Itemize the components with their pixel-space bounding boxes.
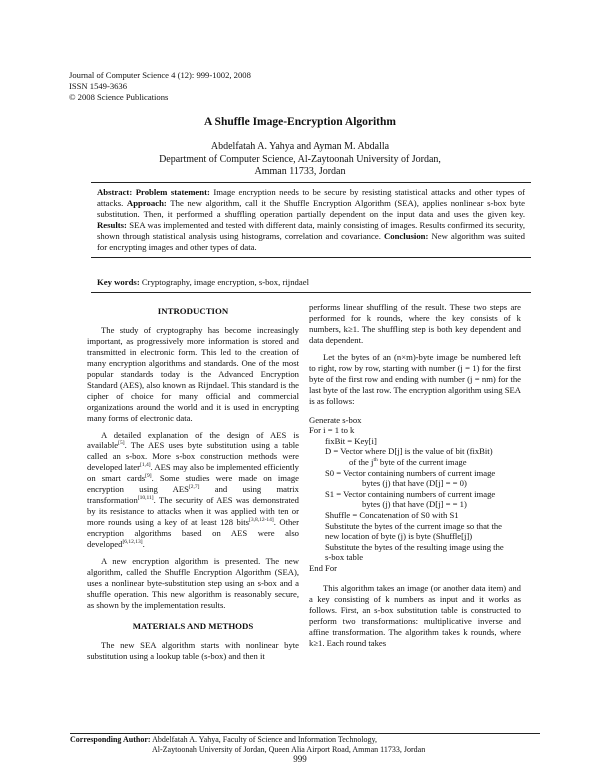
page-number: 999 xyxy=(293,754,307,764)
algo-line: End For xyxy=(309,562,338,573)
right-paragraph-3: This algorithm takes an image (or another data item) and a key consisting of k numbers as input and it works as follows. First, an s-box substitution table is constructed to perform two transformations: multiplicative inverse and affine transformation. The algorithm takes k rounds, where k≥1. Each round takes xyxy=(309,583,521,649)
results-text: SEA was implemented and tested with different data, mainly consisting of images. Results confirmed its security, shown through statistical analysis using histograms, correlation and covariance. xyxy=(97,219,526,241)
citation: [3,8,12-14] xyxy=(248,517,274,524)
algo-line: bytes (j) that have (D[j] = = 0) xyxy=(362,478,467,489)
paper-title: A Shuffle Image-Encryption Algorithm xyxy=(204,116,396,128)
keywords xyxy=(91,273,531,293)
affiliation: Department of Computer Science, Al-Zaytoonah University of Jordan, xyxy=(159,153,441,165)
corresponding-author xyxy=(70,733,540,755)
algorithm-listing xyxy=(309,415,521,574)
citation: [5] xyxy=(118,440,125,447)
citation: [1,4] xyxy=(139,462,151,469)
citation: [6,12,13] xyxy=(122,539,143,546)
intro-paragraph-2: A detailed explanation of the design of AES is available[5]. The AES uses byte substitution using a table called an s-box. More s-box construction methods were developed later[1,4]. AES may also be implemented efficiently on smart cards[9]. Some studies were made on image encryption using AES[2,7] and using matrix transformation[10,11]. The security of AES was demonstrated by its resistance to attacks when it was applied with ten or more rounds using a key of at least 128 bits[3,8,12-14]. Other encryption algorithms based on AES were also developed[6,12,13]. xyxy=(87,429,299,550)
problem-text: Image encryption needs to be secure by resisting statistical attacks and other types of attacks. xyxy=(97,187,526,208)
problem-label: Problem statement: xyxy=(135,187,210,197)
algo-line: fixBit = Key[i] xyxy=(325,435,377,446)
algo-line: Substitute the bytes of the current image so that the xyxy=(325,520,503,531)
algo-line: Substitute the bytes of the resulting image using the xyxy=(325,541,504,552)
author-names: Abdelfatah A. Yahya and Ayman M. Abdalla xyxy=(210,141,390,152)
algo-line: new location of byte (j) is byte (Shuffle[j]) xyxy=(325,531,473,542)
intro-paragraph-1: The study of cryptography has become increasingly important, as progressively more information is stored and transmitted in electronic form. This led to the creation of many encryption algorithms and standards. One of the most popular standards today is the Advanced Encryption Standard (AES), also known as Rijndael. This standard is the cipher of choice for many official and commercial organizations around the world and it is used in encrypting many forms of electronic data. xyxy=(87,324,299,423)
right-column xyxy=(309,302,521,655)
keywords-label: Key words: xyxy=(97,277,140,287)
intro-paragraph-3: A new encryption algorithm is presented. The new algorithm, called the Shuffle Encryption Algorithm (SEA), uses a nonlinear byte-substitution step using an s-box and a shuffle operation. This new algorithm is reasonably secure, as shown by the implementation results. xyxy=(87,556,299,610)
address: Amman 11733, Jordan xyxy=(254,166,346,177)
citation: [9] xyxy=(145,473,152,480)
algo-line: s-box table xyxy=(325,552,364,563)
issn: ISSN 1549-3636 xyxy=(69,81,128,91)
methods-heading: MATERIALS AND METHODS xyxy=(132,620,254,631)
authors-block xyxy=(0,141,600,179)
abstract-label: Abstract: xyxy=(97,187,133,197)
right-paragraph-2: Let the bytes of an (n×m)-byte image be numbered left to right, row by row, starting with number (j = 1) for the first byte of the first row and ending with number (j = nm) for the last byte of the last row. The encryption algorithm using SEA is as follows: xyxy=(309,351,521,406)
corresponding-label: Corresponding Author: xyxy=(70,735,151,744)
right-paragraph-1: performs linear shuffling of the result. These two steps are performed for k rounds, where the key consists of k numbers, k≥1. The shuffling step is both key dependent and data dependent. xyxy=(309,302,521,345)
approach-text: The new algorithm, call it the Shuffle Encryption Algorithm (SEA), applies nonlinear s-box byte substitution. Then, it performed a shuffling operation partially dependent on the input data and uses the given key. xyxy=(97,197,526,219)
results-label: Results: xyxy=(97,219,127,230)
left-column xyxy=(87,302,299,668)
algo-line: S1 = Vector containing numbers of current image xyxy=(325,488,496,499)
algo-line: of the $j^{th}$ byte of the current image xyxy=(349,456,467,467)
methods-paragraph-1: The new SEA algorithm starts with nonlinear byte substitution using a lookup table (s-box) and then it xyxy=(87,639,299,661)
abstract xyxy=(91,182,531,258)
conclusion-text: New algorithm was suited for encrypting images and other types of data. xyxy=(97,230,526,252)
conclusion-label: Conclusion: xyxy=(383,230,429,241)
algo-line: Shuffle = Concatenation of S0 with S1 xyxy=(325,509,459,520)
algo-line: For i = 1 to k xyxy=(309,425,355,436)
approach-label: Approach: xyxy=(126,197,167,208)
journal-citation: Journal of Computer Science 4 (12): 999-1002, 2008 xyxy=(69,70,251,80)
citation: [2,7] xyxy=(188,484,200,491)
corresponding-line-2: Al-Zaytoonah University of Jordan, Queen Alia Airport Road, Amman 11733, Jordan xyxy=(152,745,426,754)
journal-header xyxy=(69,70,251,103)
algo-line: S0 = Vector containing numbers of current image xyxy=(325,467,496,478)
intro-heading: INTRODUCTION xyxy=(157,306,229,316)
citation: [10,11] xyxy=(137,495,154,502)
algo-line: Generate s-box xyxy=(309,414,362,425)
algo-line: D = Vector where D[j] is the value of bit (fixBit) xyxy=(325,446,493,457)
copyright: © 2008 Science Publications xyxy=(69,92,169,102)
keywords-text: Cryptography, image encryption, s-box, rijndael xyxy=(141,277,310,287)
corresponding-line-1: Abdelfatah A. Yahya, Faculty of Science and Information Technology, xyxy=(152,735,378,744)
algo-line: bytes (j) that have (D[j] = = 1) xyxy=(362,499,467,510)
